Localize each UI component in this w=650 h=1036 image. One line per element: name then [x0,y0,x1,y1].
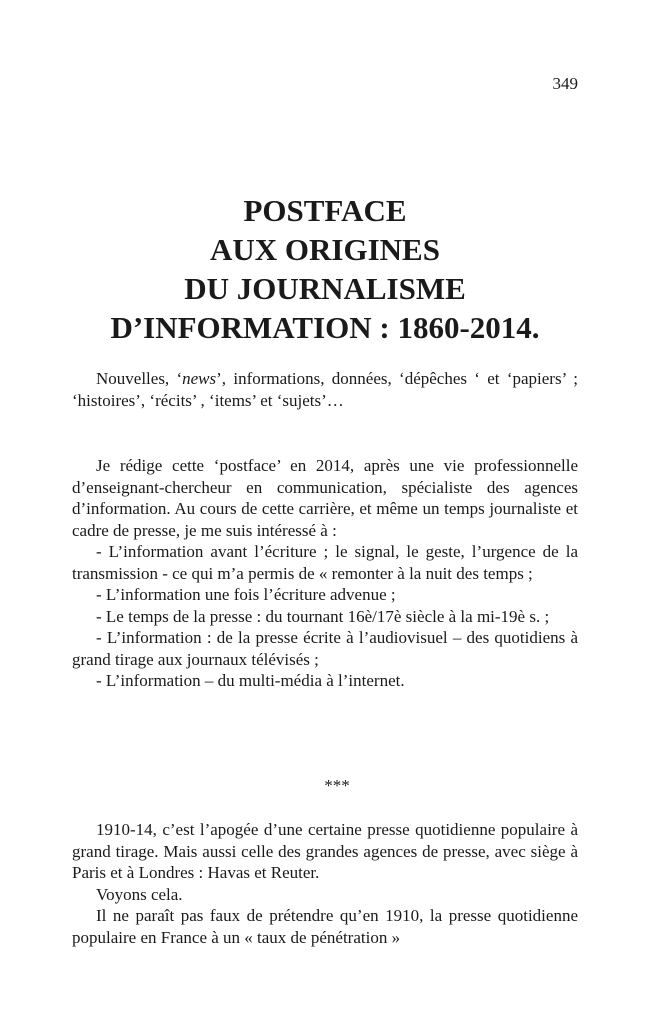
intro-italic-word: news [182,369,217,388]
part2-paragraph: Voyons cela. [96,884,183,904]
intro-paragraph [72,368,578,411]
chapter-title [70,191,580,347]
section-separator: *** [324,776,350,795]
part2-paragraph: 1910-14, c’est l’apogée d’une certaine presse quotidienne populaire à grand tirage. Mais aussi celle des grandes agences de presse, avec siège à Paris et à Londres : Havas et Reuter. [72,820,578,882]
title-line-1: POSTFACE [243,193,407,228]
list-item: - Le temps de la presse : du tournant 16è/17è siècle à la mi-19è s. ; [96,606,550,626]
intro-text-start: Nouvelles, ‘ [96,369,183,388]
title-line-4: D’INFORMATION : 1860-2014. [110,310,540,345]
page-number: 349 [552,74,578,93]
title-line-3: DU JOURNALISME [184,271,466,306]
part2-paragraph: Il ne paraît pas faux de prétendre qu’en 1910, la presse quotidienne populaire en France à un « taux de pénétration » [72,906,578,947]
intro-block [72,368,578,411]
part1-paragraph: Je rédige cette ‘postface’ en 2014, après une vie professionnelle d’enseignant-chercheur en communication, spécialiste des agences d’information. Au cours de cette carrière, et même un temps journaliste et cadre de presse, je me suis intéressé à : [72,456,578,540]
list-item: - L’information – du multi-média à l’internet. [96,671,405,690]
intro-text-end: ’, informations, données, ‘dépêches ‘ et ‘papiers’ ; ‘histoires’, ‘récits’ , ‘items’ et ‘sujets’… [72,369,578,410]
list-item: - L’information une fois l’écriture advenue ; [96,585,396,604]
part2-block [72,819,578,948]
list-item: - L’information : de la presse écrite à l’audiovisuel – des quotidiens à grand tirage aux journaux télévisés ; [72,628,578,669]
title-line-2: AUX ORIGINES [210,232,440,267]
part1-block [72,455,578,692]
list-item: - L’information avant l’écriture ; le signal, le geste, l’urgence de la transmission - ce qui m’a permis de « remonter à la nuit des temps ; [72,542,578,583]
